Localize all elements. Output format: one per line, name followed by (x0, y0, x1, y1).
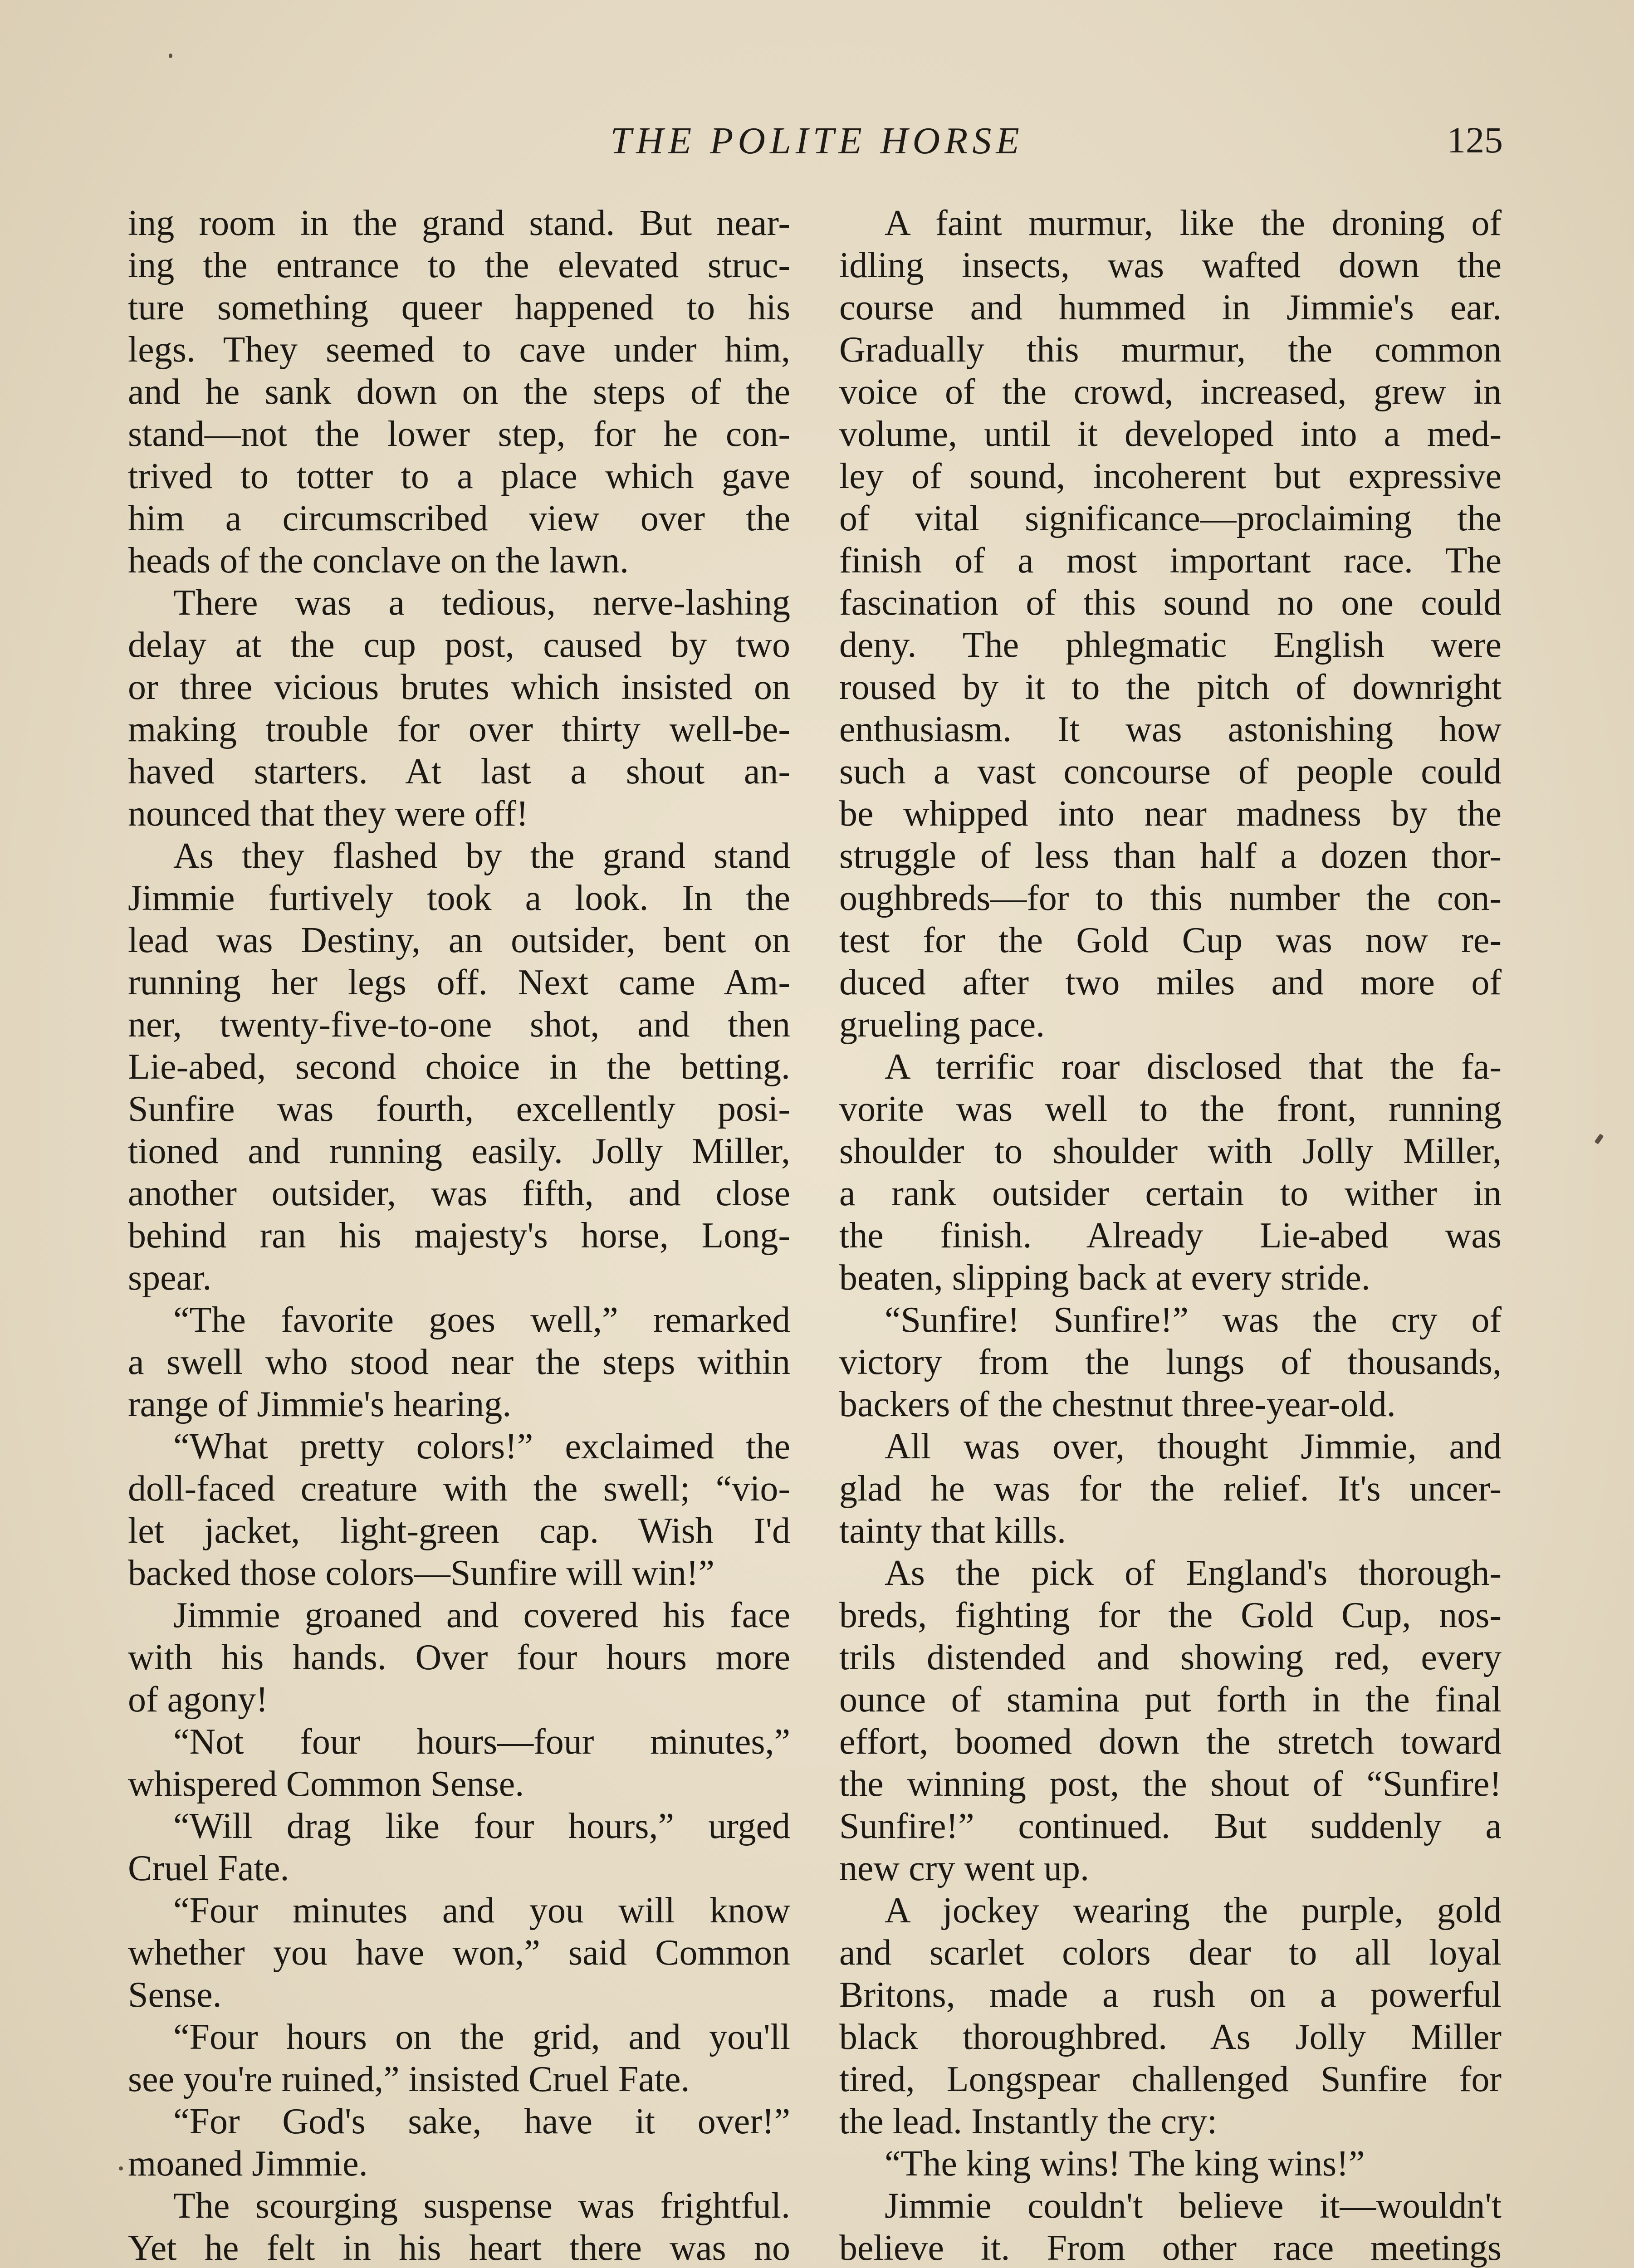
text-line: test for the Gold Cup was now re- (839, 920, 1502, 960)
text-line: whispered Common Sense. (128, 1764, 524, 1804)
text-line: Sense. (128, 1975, 222, 2015)
text-line: behind ran his majesty's horse, Long- (128, 1216, 790, 1256)
text-line: ner, twenty-five-to-one shot, and then (128, 1005, 790, 1045)
left-text-column (128, 202, 790, 2268)
right-text-column (839, 202, 1502, 2268)
paper-speck (119, 2166, 123, 2170)
paper-speck (1595, 1134, 1604, 1144)
text-line: Lie-abed, second choice in the betting. (128, 1047, 790, 1087)
text-line: oughbreds—for to this number the con- (839, 878, 1502, 918)
text-line: As they flashed by the grand stand (173, 836, 790, 876)
text-line: “Four minutes and you will know (173, 1891, 790, 1931)
text-line: trived to totter to a place which gave (128, 456, 790, 496)
text-line: A faint murmur, like the droning of (885, 203, 1502, 243)
text-line: idling insects, was wafted down the (839, 245, 1502, 285)
text-line: nounced that they were off! (128, 794, 528, 834)
text-line: grueling pace. (839, 1005, 1045, 1045)
text-line: let jacket, light-green cap. Wish I'd (128, 1511, 790, 1551)
text-line: spear. (128, 1258, 212, 1298)
text-line: “The favorite goes well,” remarked (173, 1300, 790, 1340)
text-line: “What pretty colors!” exclaimed the (173, 1427, 790, 1466)
running-title: THE POLITE HORSE (610, 120, 1024, 162)
text-line: voice of the crowd, increased, grew in (839, 372, 1502, 412)
text-line: breds, fighting for the Gold Cup, nos- (839, 1595, 1502, 1635)
text-line: A jockey wearing the purple, gold (885, 1891, 1502, 1931)
text-line: fascination of this sound no one could (839, 583, 1502, 623)
text-line: trils distended and showing red, every (839, 1637, 1502, 1677)
text-line: him a circumscribed view over the (128, 499, 790, 538)
text-line: “Sunfire! Sunfire!” was the cry of (885, 1300, 1502, 1340)
text-line: Cruel Fate. (128, 1848, 289, 1888)
text-line: running her legs off. Next came Am- (128, 963, 790, 1002)
text-line: a rank outsider certain to wither in (839, 1173, 1502, 1213)
text-line: the winning post, the shout of “Sunfire! (839, 1764, 1502, 1804)
text-line: be whipped into near madness by the (839, 794, 1502, 834)
text-line: “Four hours on the grid, and you'll (173, 2017, 790, 2057)
text-line: Jimmie furtively took a look. In the (128, 878, 790, 918)
text-line: course and hummed in Jimmie's ear. (839, 288, 1502, 327)
text-line: making trouble for over thirty well-be- (128, 709, 790, 749)
text-line: ing room in the grand stand. But near- (128, 203, 790, 243)
text-line: “The king wins! The king wins!” (885, 2144, 1365, 2184)
text-line: see you're ruined,” insisted Cruel Fate. (128, 2059, 690, 2099)
text-line: tioned and running easily. Jolly Miller, (128, 1131, 790, 1171)
text-line: glad he was for the relief. It's uncer- (839, 1469, 1502, 1509)
text-line: victory from the lungs of thousands, (839, 1342, 1502, 1382)
text-line: A terrific roar disclosed that the fa- (885, 1047, 1502, 1087)
text-line: new cry went up. (839, 1848, 1089, 1888)
text-line: “Not four hours—four minutes,” (173, 1722, 790, 1762)
text-line: such a vast concourse of people could (839, 752, 1502, 792)
text-line: All was over, thought Jimmie, and (885, 1427, 1502, 1466)
text-line: beaten, slipping back at every stride. (839, 1258, 1370, 1298)
text-line: moaned Jimmie. (128, 2144, 368, 2184)
text-line: legs. They seemed to cave under him, (128, 330, 790, 370)
text-line: “Will drag like four hours,” urged (173, 1806, 790, 1846)
text-line: Yet he felt in his heart there was no (128, 2228, 790, 2268)
text-line: believe it. From other race meetings (839, 2228, 1502, 2268)
text-line: tired, Longspear challenged Sunfire for (839, 2059, 1502, 2099)
text-line: doll-faced creature with the swell; “vio- (128, 1469, 790, 1509)
text-line: Jimmie groaned and covered his face (173, 1595, 790, 1635)
text-line: whether you have won,” said Common (128, 1933, 790, 1973)
text-line: volume, until it developed into a med- (839, 414, 1502, 454)
text-line: The scourging suspense was frightful. (173, 2186, 790, 2226)
text-line: with his hands. Over four hours more (128, 1637, 790, 1677)
text-line: finish of a most important race. The (839, 541, 1502, 581)
text-line: heads of the conclave on the lawn. (128, 541, 629, 581)
text-line: struggle of less than half a dozen thor- (839, 836, 1502, 876)
text-line: delay at the cup post, caused by two (128, 625, 790, 665)
text-line: the finish. Already Lie-abed was (839, 1216, 1502, 1256)
text-line: ture something queer happened to his (128, 288, 790, 327)
text-line: stand—not the lower step, for he con- (128, 414, 790, 454)
text-line: Sunfire was fourth, excellently posi- (128, 1089, 790, 1129)
text-line: backers of the chestnut three-year-old. (839, 1384, 1396, 1424)
text-line: black thoroughbred. As Jolly Miller (839, 2017, 1502, 2057)
text-line: vorite was well to the front, running (839, 1089, 1502, 1129)
text-line: range of Jimmie's hearing. (128, 1384, 512, 1424)
text-line: As the pick of England's thorough- (885, 1553, 1502, 1593)
text-line: or three vicious brutes which insisted on (128, 667, 790, 707)
text-line: effort, boomed down the stretch toward (839, 1722, 1502, 1762)
text-line: tainty that kills. (839, 1511, 1066, 1551)
text-line: ing the entrance to the elevated struc- (128, 245, 790, 285)
text-line: Sunfire!” continued. But suddenly a (839, 1806, 1502, 1846)
text-line: backed those colors—Sunfire will win!” (128, 1553, 715, 1593)
paper-speck (169, 54, 172, 58)
text-line: There was a tedious, nerve-lashing (173, 583, 790, 623)
text-line: haved starters. At last a shout an- (128, 752, 790, 792)
text-line: deny. The phlegmatic English were (839, 625, 1502, 665)
text-line: and he sank down on the steps of the (128, 372, 790, 412)
text-line: lead was Destiny, an outsider, bent on (128, 920, 790, 960)
text-line: shoulder to shoulder with Jolly Miller, (839, 1131, 1502, 1171)
text-line: roused by it to the pitch of downright (839, 667, 1502, 707)
text-line: and scarlet colors dear to all loyal (839, 1933, 1502, 1973)
text-line: of agony! (128, 1680, 268, 1720)
text-line: duced after two miles and more of (839, 963, 1502, 1002)
text-line: ounce of stamina put forth in the final (839, 1680, 1502, 1720)
text-line: of vital significance—proclaiming the (839, 499, 1502, 538)
text-line: a swell who stood near the steps within (128, 1342, 790, 1382)
text-line: the lead. Instantly the cry: (839, 2102, 1218, 2141)
text-line: ley of sound, incoherent but expressive (839, 456, 1502, 496)
text-line: enthusiasm. It was astonishing how (839, 709, 1502, 749)
text-line: Britons, made a rush on a powerful (839, 1975, 1502, 2015)
page-number: 125 (1447, 119, 1503, 161)
text-line: another outsider, was fifth, and close (128, 1173, 790, 1213)
text-line: Gradually this murmur, the common (839, 330, 1502, 370)
text-line: “For God's sake, have it over!” (173, 2102, 790, 2141)
text-line: Jimmie couldn't believe it—wouldn't (885, 2186, 1502, 2226)
